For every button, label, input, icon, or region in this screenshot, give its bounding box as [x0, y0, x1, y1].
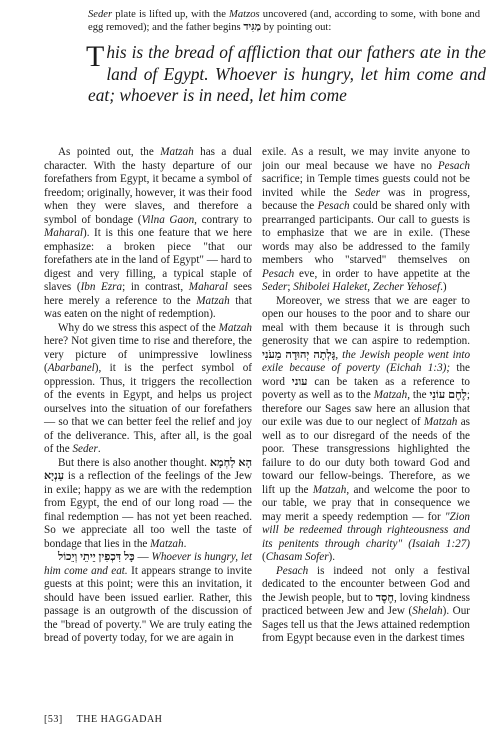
paragraph: But there is also another thought. הָא לַחְמָא עַנְיָא is a reflection of the feelings of the Jew in exile; happy as we are with the redemption from Egypt, the end of our long road — the final redemption — has not yet been reached. So we appreciate all too well the taste of bondage that lies in the Matzah. — [44, 456, 252, 550]
running-title: THE HAGGADAH — [76, 714, 163, 725]
page-footer — [44, 714, 162, 725]
commentary-right-column — [262, 146, 470, 646]
seder-instruction: Seder plate is lifted up, with the Matzos uncovered (and, according to some, with bone and egg removed); and the father begins מַגִּיד by pointing out: — [88, 9, 480, 34]
paragraph: Moreover, we stress that we are eager to open our houses to the poor and to share our meal with them because it is through such generosity that we can aspire to redemption. גָּלְתָה יְהוּדָה מֵעֹנִי, the Jewish people went into exile because of poverty (Eichah 1:3); the word עוני can be taken as a reference to poverty as well as to the Matzah, the לֶחֶם עוֹנִי; therefore our Sages saw here an allusion that our exile was due to our neglect of Matzah as well as to our disregard of the needs of the poor. These transgressions highlighted the failure to do our duty both toward God and toward our fellow-beings. Therefore, as we lift up the Matzah, and welcome the poor to our table, we pray that in consequence we may merit a speedy redemption — for "Zion will be redeemed through righteousness and its penitents through charity" (Isaiah 1:27) (Chasam Sofer). — [262, 294, 471, 563]
ha-lachma-anya-translation: This is the bread of affliction that our fathers ate in the land of Egypt. Whoever is hungry, let him come and eat; whoever is in need, let him come — [86, 40, 486, 105]
paragraph: כָּל דִּכְפִין יֵיתֵי וְיֵכוֹל — Whoever is hungry, let him come and eat. It appears strange to invite guests at this point; were this an invitation, it should have been issued earlier. Rather, this passage is an outgrowth of the discussion of the "bread of poverty." We are truly eating the bread of poverty today, for we are again in — [44, 551, 252, 644]
page-number: [53] — [44, 714, 63, 725]
commentary-left-column — [44, 146, 252, 646]
paragraph: exile. As a result, we may invite anyone to join our meal because we have no Pesach sacrifice; in Temple times guests could not be invited while the Seder was in progress, because the Pesach could be shared only with prearranged participants. Our call to guests is to emphasize that we are in exile. (These words may also be addressed to the family members who "starved" themselves on Pesach eve, in order to have appetite at the Seder; Shibolei Haleket, Zecher Yehosef.) — [262, 146, 470, 293]
drop-cap: T — [86, 40, 105, 73]
paragraph: Pesach is indeed not only a festival dedicated to the encounter between God and the Jewish people, but to חֶסֶד, loving kindness practiced between Jew and Jew (Shelah). Our Sages tell us that the Jews attained redemption from Egypt because even in the darkest times — [262, 564, 471, 644]
paragraph: As pointed out, the Matzah has a dual character. With the hasty departure of our forefathers from Egypt, it became a symbol of freedom; originally, however, it was their food when they were slaves, and therefore a symbol of bondage (Vilna Gaon, contrary to Maharal). It is this one feature that we here emphasize: a broken piece "that our forefathers ate in the land of Egypt" — hard to digest and very filling, a typical staple of slaves (Ibn Ezra; in contrast, Maharal sees here merely a reference to the Matzah that was eaten on the night of redemption). — [44, 146, 252, 320]
paragraph: Why do we stress this aspect of the Matzah here? Not given time to rise and therefore, the very picture of unimpressive lowliness (Abarbanel), it is the perfect symbol of oppression. Thus, it triggers the recollection of the events in Egypt, and helps us project ourselves into the situation of our forefathers — so that we can better feel the relief and joy of the deliverance. This, after all, is the goal of the Seder. — [44, 321, 252, 455]
